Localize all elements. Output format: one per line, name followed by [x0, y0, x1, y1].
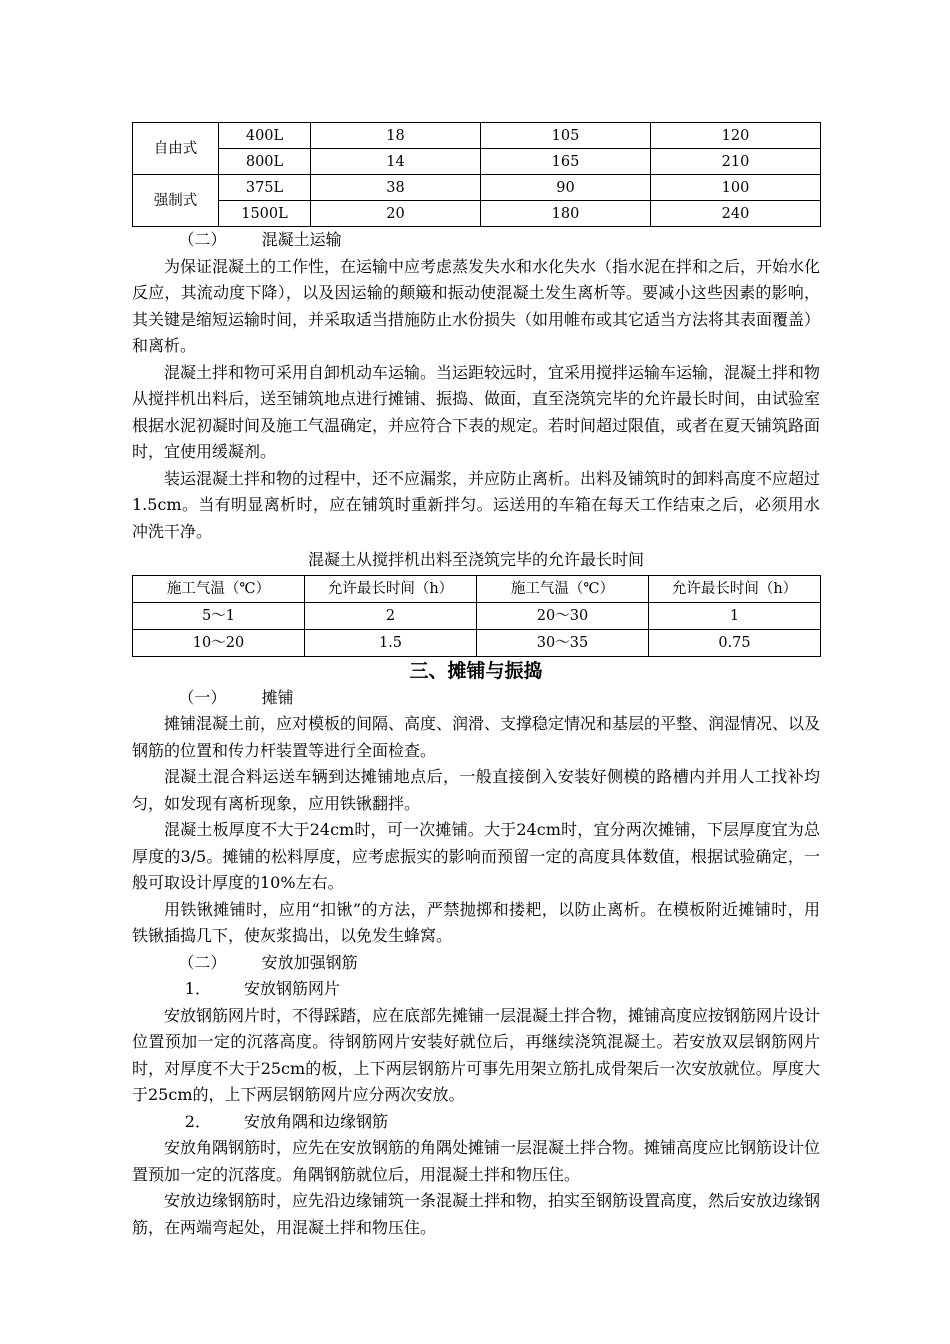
subheading-corner — [132, 1109, 820, 1136]
table-cell: 1 — [649, 602, 821, 629]
heading-text: 安放加强钢筋 — [261, 952, 358, 972]
paragraph: 装运混凝土拌和物的过程中，还不应漏浆，并应防止离析。出料及铺筑时的卸料高度不应超过1.5cm。当有明显离析时，应在铺筑时重新拌匀。运送用的车箱在每天工作结束之后，必须用水冲洗干净。 — [132, 468, 821, 541]
paragraph: 混凝土拌和物可采用自卸机动车运输。当运距较远时，宜采用搅拌运输车运输，混凝土拌和物从搅拌机出料后，送至铺筑地点进行摊铺、振捣、做面，直至浇筑完毕的允许最长时间，由试验室根据水泥初凝时间及施工气温确定，并应符合下表的规定。若时间超过限值，或者在夏天铺筑路面时，宜使用缓凝剂。 — [132, 362, 821, 461]
table-cell: 1500L — [219, 201, 311, 227]
mixer-type-cell: 自由式 — [133, 123, 219, 175]
table-cell: 20 — [311, 201, 481, 227]
section-heading-rebar — [132, 950, 820, 977]
table-header-cell: 允许最长时间（h） — [649, 575, 821, 602]
table-row — [133, 629, 821, 656]
heading-text: 摊铺 — [261, 687, 294, 707]
table-cell: 90 — [481, 175, 651, 201]
table-row — [133, 602, 821, 629]
table-cell: 210 — [651, 149, 821, 175]
table-cell: 800L — [219, 149, 311, 175]
section-heading-paving — [132, 685, 820, 712]
paragraph: 用铁锹摊铺时，应用“扣锹”的方法，严禁抛掷和搂耙，以防止离析。在模板附近摊铺时，用铁锹插捣几下，使灰浆捣出，以免发生蜂窝。 — [132, 899, 820, 945]
table-header-cell: 允许最长时间（h） — [305, 575, 477, 602]
table-cell: 165 — [481, 149, 651, 175]
document-page — [132, 122, 820, 1241]
paragraph: 混凝土混合料运送车辆到达摊铺地点后，一般直接倒入安装好侧模的路槽内并用人工找补均匀，如发现有离析现象，应用铁锹翻拌。 — [132, 767, 820, 813]
subheading-mesh — [132, 976, 820, 1003]
table-row — [133, 149, 821, 175]
subheading-number: 2． — [184, 1111, 211, 1131]
table-cell: 375L — [219, 175, 311, 201]
table-cell: 18 — [311, 123, 481, 149]
paragraph: 混凝土板厚度不大于24cm时，可一次摊铺。大于24cm时，宜分两次摊铺，下层厚度宜为总厚度的3/5。摊铺的松料厚度，应考虑振实的影响而预留一定的高度具体数值，根据试验确定，一般可取设计厚度的10%左右。 — [132, 820, 820, 892]
table-cell: 10～20 — [133, 629, 305, 656]
table-row — [133, 123, 821, 149]
section-title: 三、摊铺与振捣 — [409, 659, 543, 682]
table-cell: 1.5 — [305, 629, 477, 656]
paragraph: 摊铺混凝土前，应对模板的间隔、高度、润滑、支撑稳定情况和基层的平整、润湿情况、以及钢筋的位置和传力杆装置等进行全面检查。 — [132, 714, 821, 760]
heading-text: 混凝土运输 — [261, 230, 342, 249]
heading-number: （二） — [178, 952, 227, 972]
table-cell: 240 — [651, 201, 821, 227]
subheading-number: 1． — [184, 979, 211, 998]
mixer-table — [132, 122, 821, 227]
paragraph: 为保证混凝土的工作性，在运输中应考虑蒸发失水和水化失水（指水泥在拌和之后，开始水化反应，其流动度下降），以及因运输的颠簸和振动使混凝土发生离析等。要减小这些因素的影响，其关键是缩短运输时间，并采取适当措施防止水份损失（如用帷布或其它适当方法将其表面覆盖）和离析。 — [132, 256, 821, 355]
paragraph: 安放角隅钢筋时，应先在安放钢筋的角隅处摊铺一层混凝土拌合物。摊铺高度应比钢筋设计位置预加一定的沉落度。角隅钢筋就位后，用混凝土拌和物压住。 — [132, 1138, 821, 1184]
table-cell: 5～1 — [133, 602, 305, 629]
table-cell: 2 — [305, 602, 477, 629]
table-cell: 38 — [311, 175, 481, 201]
heading-number: （一） — [178, 687, 227, 707]
table-header-row — [133, 575, 821, 602]
table-caption: 混凝土从搅拌机出料至浇筑完毕的允许最长时间 — [307, 550, 644, 569]
table-cell: 105 — [481, 123, 651, 149]
table-cell: 0.75 — [649, 629, 821, 656]
time-limit-table — [132, 575, 821, 657]
table-cell: 180 — [481, 201, 651, 227]
table-cell: 100 — [651, 175, 821, 201]
paragraph: 安放钢筋网片时，不得踩踏，应在底部先摊铺一层混凝土拌合物，摊铺高度应按钢筋网片设计位置预加一定的沉落高度。待钢筋网片安装好就位后，再继续浇筑混凝土。若安放双层钢筋网片时，对厚度不大于25cm的板，上下两层钢筋片可事先用架立筋扎成骨架后一次安放就位。厚度大于25cm的，上下两层钢筋网片应分两次安放。 — [132, 1005, 821, 1104]
table-cell: 20～30 — [477, 602, 649, 629]
mixer-type-cell: 强制式 — [133, 175, 219, 227]
section-heading-transport — [132, 227, 820, 254]
table-cell: 30～35 — [477, 629, 649, 656]
subheading-text: 安放钢筋网片 — [243, 979, 340, 998]
table-cell: 400L — [219, 123, 311, 149]
table-header-cell: 施工气温（℃） — [133, 575, 305, 602]
table-row — [133, 175, 821, 201]
table-cell: 14 — [311, 149, 481, 175]
table-header-cell: 施工气温（℃） — [477, 575, 649, 602]
paragraph: 安放边缘钢筋时，应先沿边缘铺筑一条混凝土拌和物，拍实至钢筋设置高度，然后安放边缘钢筋，在两端弯起处，用混凝土拌和物压住。 — [132, 1191, 821, 1237]
table-row — [133, 201, 821, 227]
subheading-text: 安放角隅和边缘钢筋 — [243, 1111, 388, 1131]
heading-number: （二） — [178, 230, 227, 249]
table-cell: 120 — [651, 123, 821, 149]
